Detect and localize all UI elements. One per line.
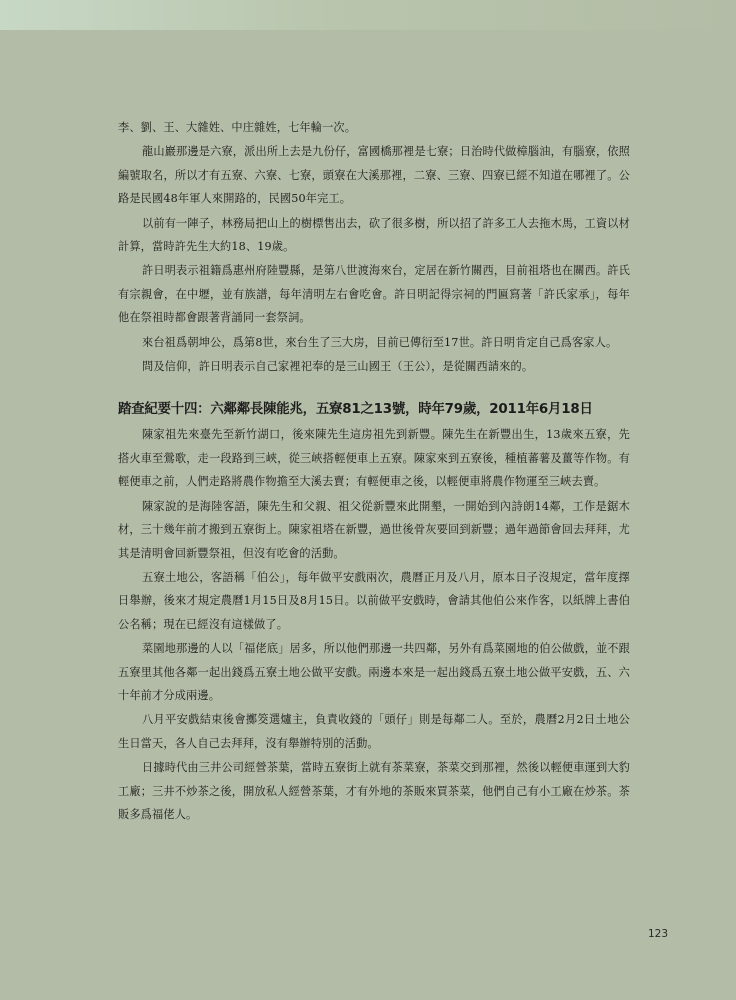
paragraph: 陳家祖先來臺先至新竹湖口，後來陳先生這房祖先到新豐。陳先生在新豐出生，13歲來五寮，先搭火車至鶯歌，走一段路到三峽，從三峽搭輕便車上五寮。陳家來到五寮後，種植蕃薯及薑等作物。有輕便車之前，人們走路將農作物擔至大溪去賣；有輕便車之後，以輕便車將農作物運至三峽去賣。 bbox=[118, 428, 630, 489]
paragraph: 陳家說的是海陸客語，陳先生和父親、祖父從新豐來此開墾，一開始到內詩朗14鄰，工作是鋸木材，三十幾年前才搬到五寮街上。陳家祖塔在新豐，過世後骨灰要回到新豐；過年過節會回去拜拜，尤其是清明會回新豐祭祖，但沒有吃會的活動。 bbox=[118, 499, 630, 560]
page-body bbox=[118, 116, 630, 827]
section-heading: 踏查紀要十四：六鄰鄰長陳能兆，五寮81之13號，時年79歲，2011年6月18日 bbox=[118, 402, 593, 418]
paragraph: 八月平安戲結束後會擲筊選爐主，負責收錢的「頭仔」則是每鄰二人。至於，農曆2月2日土地公生日當天，各人自己去拜拜，沒有舉辦特別的活動。 bbox=[118, 713, 630, 750]
paragraph: 以前有一陣子，林務局把山上的樹標售出去，砍了很多樹，所以招了許多工人去拖木馬，工資以材計算，當時許先生大約18、19歲。 bbox=[118, 216, 630, 254]
paragraph: 李、劉、王、大雜姓、中庄雜姓，七年輪一次。 bbox=[118, 121, 357, 134]
paragraph: 許日明表示祖籍爲惠州府陸豐縣，是第八世渡海來台，定居在新竹關西，目前祖塔也在關西。許氏有宗親會，在中壢，並有族譜，每年清明左右會吃會。許日明記得宗祠的門匾寫著「許氏家承」，每年他在祭祖時都會跟著背誦同一套祭詞。 bbox=[118, 264, 630, 325]
paragraph: 日據時代由三井公司經營茶葉，當時五寮街上就有茶菜寮，茶菜交到那裡，然後以輕便車運到大豹工廠；三井不炒茶之後，開放私人經營茶葉，才有外地的茶販來買茶菜，他們自己有小工廠在炒茶。茶販多爲福佬人。 bbox=[118, 761, 630, 821]
paragraph: 問及信仰，許日明表示自己家裡祀奉的是三山國王（王公），是從關西請來的。 bbox=[142, 360, 534, 374]
paragraph: 五寮土地公，客語稱「伯公」，每年做平安戲兩次，農曆正月及八月，原本日子沒規定，當年度擇日舉辦，後來才規定農曆1月15日及8月15日。以前做平安戲時，會請其他伯公來作客，以紙牌上書伯公名稱；現在已經沒有這樣做了。 bbox=[118, 570, 630, 631]
paragraph: 來台祖爲朝坤公，爲第8世，來台生了三大房，目前已傳衍至17世。許日明肯定自己爲客家人。 bbox=[142, 335, 618, 349]
paragraph: 龍山巖那邊是六寮，派出所上去是九份仔，富國橋那裡是七寮；日治時代做樟腦油，有腦寮，依照編號取名，所以才有五寮、六寮、七寮，頭寮在大溪那裡，二寮、三寮、四寮已經不知道在哪裡了。公路是民國48年軍人來開路的，民國50年完工。 bbox=[118, 145, 630, 206]
header-band bbox=[0, 0, 736, 30]
page-number: 123 bbox=[647, 928, 668, 940]
paragraph: 菜園地那邊的人以「福佬底」居多，所以他們那邊一共四鄰，另外有爲菜園地的伯公做戲，並不跟五寮里其他各鄰一起出錢爲五寮土地公做平安戲。兩邊本來是一起出錢爲五寮土地公做平安戲，五、六十年前才分成兩邊。 bbox=[118, 642, 630, 702]
